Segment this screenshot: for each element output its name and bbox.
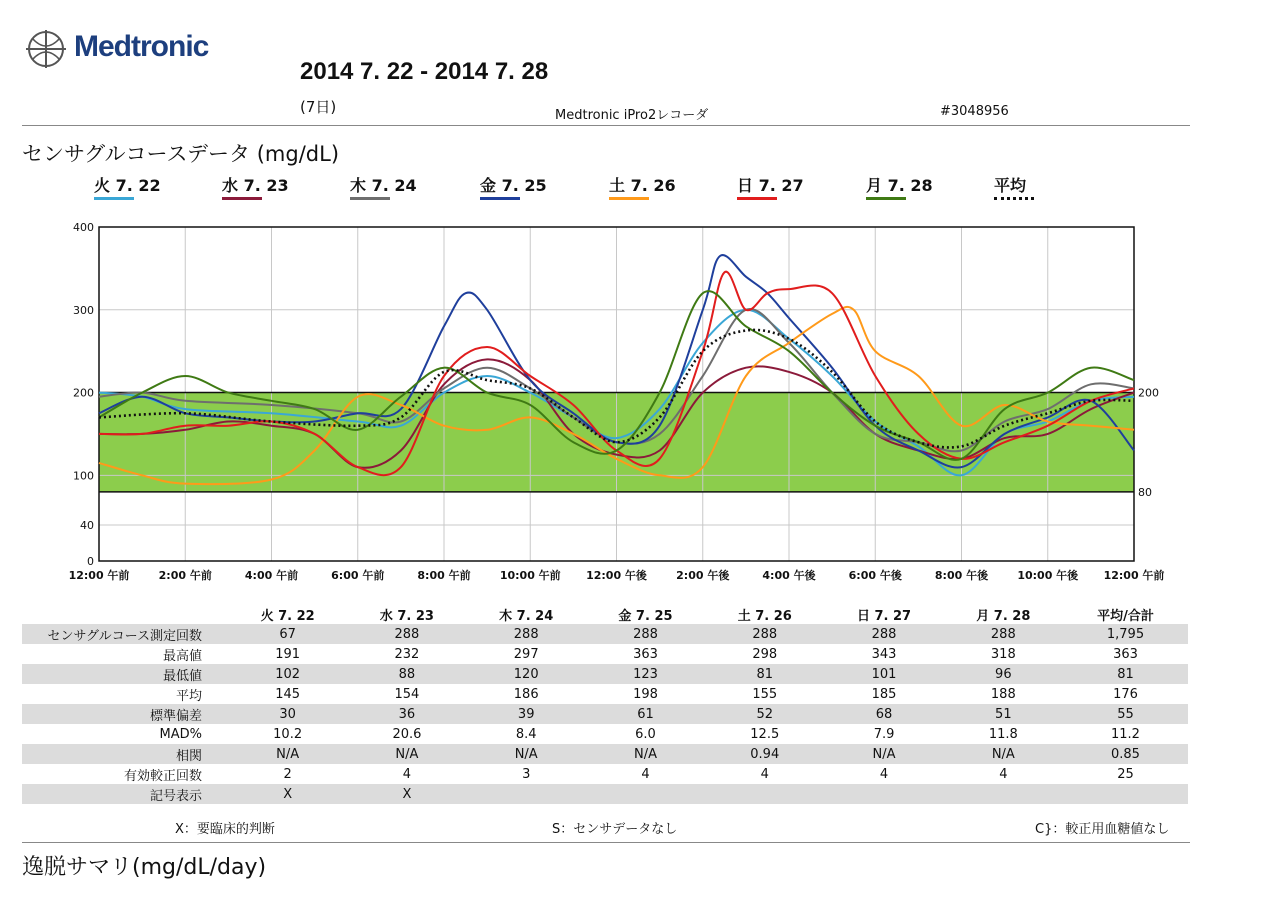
table-cell: N/A (586, 744, 705, 764)
table-row (22, 704, 1188, 724)
table-cell: 4 (760, 766, 769, 782)
redacted-field (287, 16, 898, 56)
table-cell: 1,795 (1063, 624, 1188, 644)
table-cell: 155 (752, 686, 778, 702)
table-header-row (22, 604, 1188, 624)
table-cell: X (228, 784, 347, 804)
header-divider (22, 125, 1190, 126)
table-cell: 12.5 (750, 726, 780, 742)
device-serial: #3048956 (940, 104, 1009, 119)
legend-label: 月 7. 28 (866, 176, 933, 195)
stats-table (22, 604, 1188, 804)
legend-label: 木 7. 24 (350, 176, 417, 195)
legend-item-wed (222, 173, 289, 196)
legend-item-fri (480, 173, 547, 196)
legend-swatch (222, 197, 262, 200)
table-cell: 102 (228, 664, 347, 684)
report-day-count: (7日) (300, 98, 337, 116)
table-cell: N/A (347, 744, 466, 764)
table-cell: 2 (283, 766, 292, 782)
medtronic-logo-icon (22, 26, 70, 72)
x-tick-label: 4:00 午後 (762, 569, 816, 582)
table-cell: 81 (705, 664, 824, 684)
table-cell: 0.85 (1063, 744, 1188, 764)
table-cell: 298 (752, 646, 778, 662)
table-cell: 88 (347, 664, 466, 684)
table-row (22, 764, 1188, 784)
legend-swatch (609, 197, 649, 200)
table-cell: 20.6 (392, 726, 422, 742)
x-tick-label: 10:00 午後 (1017, 569, 1079, 582)
legend-item-tue (94, 173, 161, 196)
table-cell: 343 (871, 646, 897, 662)
table-cell: 81 (1063, 664, 1188, 684)
table-cell: 30 (228, 704, 347, 724)
table-header: 平均/合計 (1097, 608, 1154, 624)
table-header: 金 7. 25 (618, 608, 673, 624)
row-label: 最高値 (162, 648, 202, 664)
legend-swatch (350, 197, 390, 200)
section-title: センサグルコースデータ (mg/dL) (22, 142, 340, 166)
table-cell (586, 784, 705, 804)
table-cell: 154 (394, 686, 420, 702)
table-cell: 288 (944, 624, 1063, 644)
table-cell: 4 (999, 766, 1008, 782)
table-cell: 101 (824, 664, 943, 684)
table-cell: 25 (1117, 766, 1134, 782)
table-cell: 4 (402, 766, 412, 782)
table-cell (944, 784, 1063, 804)
x-tick-label: 12:00 午前 (68, 569, 130, 582)
table-cell: 288 (467, 624, 586, 644)
table-cell: 363 (633, 646, 658, 662)
table-row (22, 624, 1188, 644)
table-cell: 7.9 (873, 726, 895, 742)
table-cell: 67 (228, 624, 347, 644)
legend-swatch (94, 197, 134, 200)
y-tick-label: 200 (73, 386, 94, 400)
legend-item-average (994, 173, 1026, 196)
table-cell: 120 (467, 664, 586, 684)
table-cell: 145 (275, 686, 301, 702)
table-cell (705, 784, 824, 804)
row-label: 最低値 (22, 664, 228, 684)
legend-item-sun (737, 173, 804, 196)
target-low-label: 80 (1138, 485, 1152, 499)
table-header: 日 7. 27 (856, 608, 912, 624)
table-cell: 51 (944, 704, 1063, 724)
table-cell: 176 (1113, 686, 1138, 702)
table-cell: 55 (1063, 704, 1188, 724)
table-cell (467, 784, 586, 804)
table-header (22, 604, 228, 624)
row-label: 平均 (175, 688, 202, 704)
legend-item-thu (350, 173, 417, 196)
x-tick-label: 6:00 午後 (848, 569, 902, 582)
glucose-chart (0, 210, 1268, 590)
table-cell: 4 (879, 766, 889, 782)
table-row (22, 664, 1188, 684)
legend-label: 日 7. 27 (737, 176, 804, 195)
table-header: 木 7. 24 (499, 608, 554, 624)
table-cell: 52 (705, 704, 824, 724)
footnote-x: X：要臨床的判断 (175, 822, 275, 837)
x-tick-label: 8:00 午前 (417, 569, 471, 582)
table-cell: X (347, 784, 466, 804)
y-tick-label: 0 (87, 555, 94, 568)
x-tick-label: 10:00 午前 (499, 569, 561, 582)
brand-name: Medtronic (74, 30, 209, 63)
table-cell: 123 (586, 664, 705, 684)
table-cell: N/A (824, 744, 943, 764)
footnote-s: S：センサデータなし (552, 822, 678, 837)
table-header: 月 7. 28 (976, 608, 1031, 624)
table-cell: 288 (347, 624, 466, 644)
table-cell: 6.0 (635, 726, 656, 742)
table-cell: 3 (522, 766, 531, 782)
table-cell: 191 (275, 646, 301, 662)
table-cell: 288 (705, 624, 824, 644)
legend-swatch (994, 197, 1034, 200)
legend-label: 平均 (994, 176, 1027, 195)
x-tick-label: 6:00 午前 (331, 569, 385, 582)
table-cell: 96 (944, 664, 1063, 684)
table-row (22, 784, 1188, 804)
x-tick-label: 2:00 午後 (676, 569, 730, 582)
legend-swatch (866, 197, 906, 200)
table-cell: 11.2 (1111, 726, 1140, 742)
table-cell: 186 (513, 686, 539, 702)
table-cell: N/A (467, 744, 586, 764)
table-cell: 288 (586, 624, 705, 644)
table-cell (1063, 784, 1188, 804)
legend-label: 土 7. 26 (609, 176, 676, 195)
row-label: 標準偏差 (22, 704, 228, 724)
table-cell: 288 (824, 624, 943, 644)
deviation-summary-title: 逸脱サマリ(mg/dL/day) (22, 855, 267, 880)
table-cell: 39 (467, 704, 586, 724)
table-cell: 363 (1113, 646, 1138, 662)
table-cell: 68 (824, 704, 943, 724)
table-row (22, 644, 1188, 664)
table-cell: 232 (394, 646, 420, 662)
legend-label: 水 7. 23 (222, 176, 289, 195)
y-tick-label: 400 (73, 221, 94, 234)
x-tick-label: 12:00 午後 (586, 569, 647, 582)
row-label: 有効較正回数 (123, 768, 202, 784)
legend-swatch (480, 197, 520, 200)
footer-divider (22, 842, 1190, 843)
medtronic-logo (22, 26, 70, 76)
table-header: 土 7. 26 (737, 608, 792, 624)
row-label: センサグルコース測定回数 (22, 624, 228, 644)
table-row (22, 724, 1188, 744)
table-cell: 61 (586, 704, 705, 724)
table-cell: 10.2 (273, 726, 303, 742)
x-tick-label: 12:00 午前 (1103, 569, 1165, 582)
target-high-label: 200 (1138, 386, 1159, 400)
table-cell: N/A (228, 744, 347, 764)
table-cell: 4 (641, 766, 650, 782)
legend-label: 金 7. 25 (480, 176, 547, 195)
x-tick-label: 2:00 午前 (158, 569, 212, 582)
table-header: 火 7. 22 (260, 608, 315, 624)
table-cell: 198 (633, 686, 658, 702)
row-label: 相関 (22, 744, 228, 764)
table-cell (824, 784, 943, 804)
footnote-c: C}：較正用血糖値なし (1035, 822, 1170, 837)
y-tick-label: 300 (73, 303, 94, 317)
legend-swatch (737, 197, 777, 200)
legend-item-sat (609, 173, 676, 196)
table-cell: 8.4 (515, 726, 537, 742)
table-cell: 185 (871, 686, 897, 702)
table-cell: N/A (944, 744, 1063, 764)
table-row (22, 684, 1188, 704)
legend-item-mon (866, 173, 933, 196)
table-cell: 11.8 (988, 726, 1018, 742)
table-cell: 188 (990, 686, 1016, 702)
table-cell: 0.94 (705, 744, 824, 764)
row-label: 記号表示 (22, 784, 228, 804)
report-date-range: 2014 7. 22 - 2014 7. 28 (300, 58, 549, 85)
table-cell: 297 (513, 646, 539, 662)
table-row (22, 744, 1188, 764)
x-tick-label: 4:00 午前 (244, 569, 299, 582)
table-header: 水 7. 23 (379, 608, 434, 624)
y-tick-label: 40 (80, 519, 94, 532)
device-name: Medtronic iPro2レコーダ (555, 108, 709, 123)
x-tick-label: 8:00 午後 (934, 569, 989, 582)
table-cell: 318 (990, 646, 1016, 662)
legend-label: 火 7. 22 (94, 176, 161, 195)
y-tick-label: 100 (73, 469, 94, 483)
row-label: MAD% (159, 726, 202, 742)
table-cell: 36 (347, 704, 466, 724)
